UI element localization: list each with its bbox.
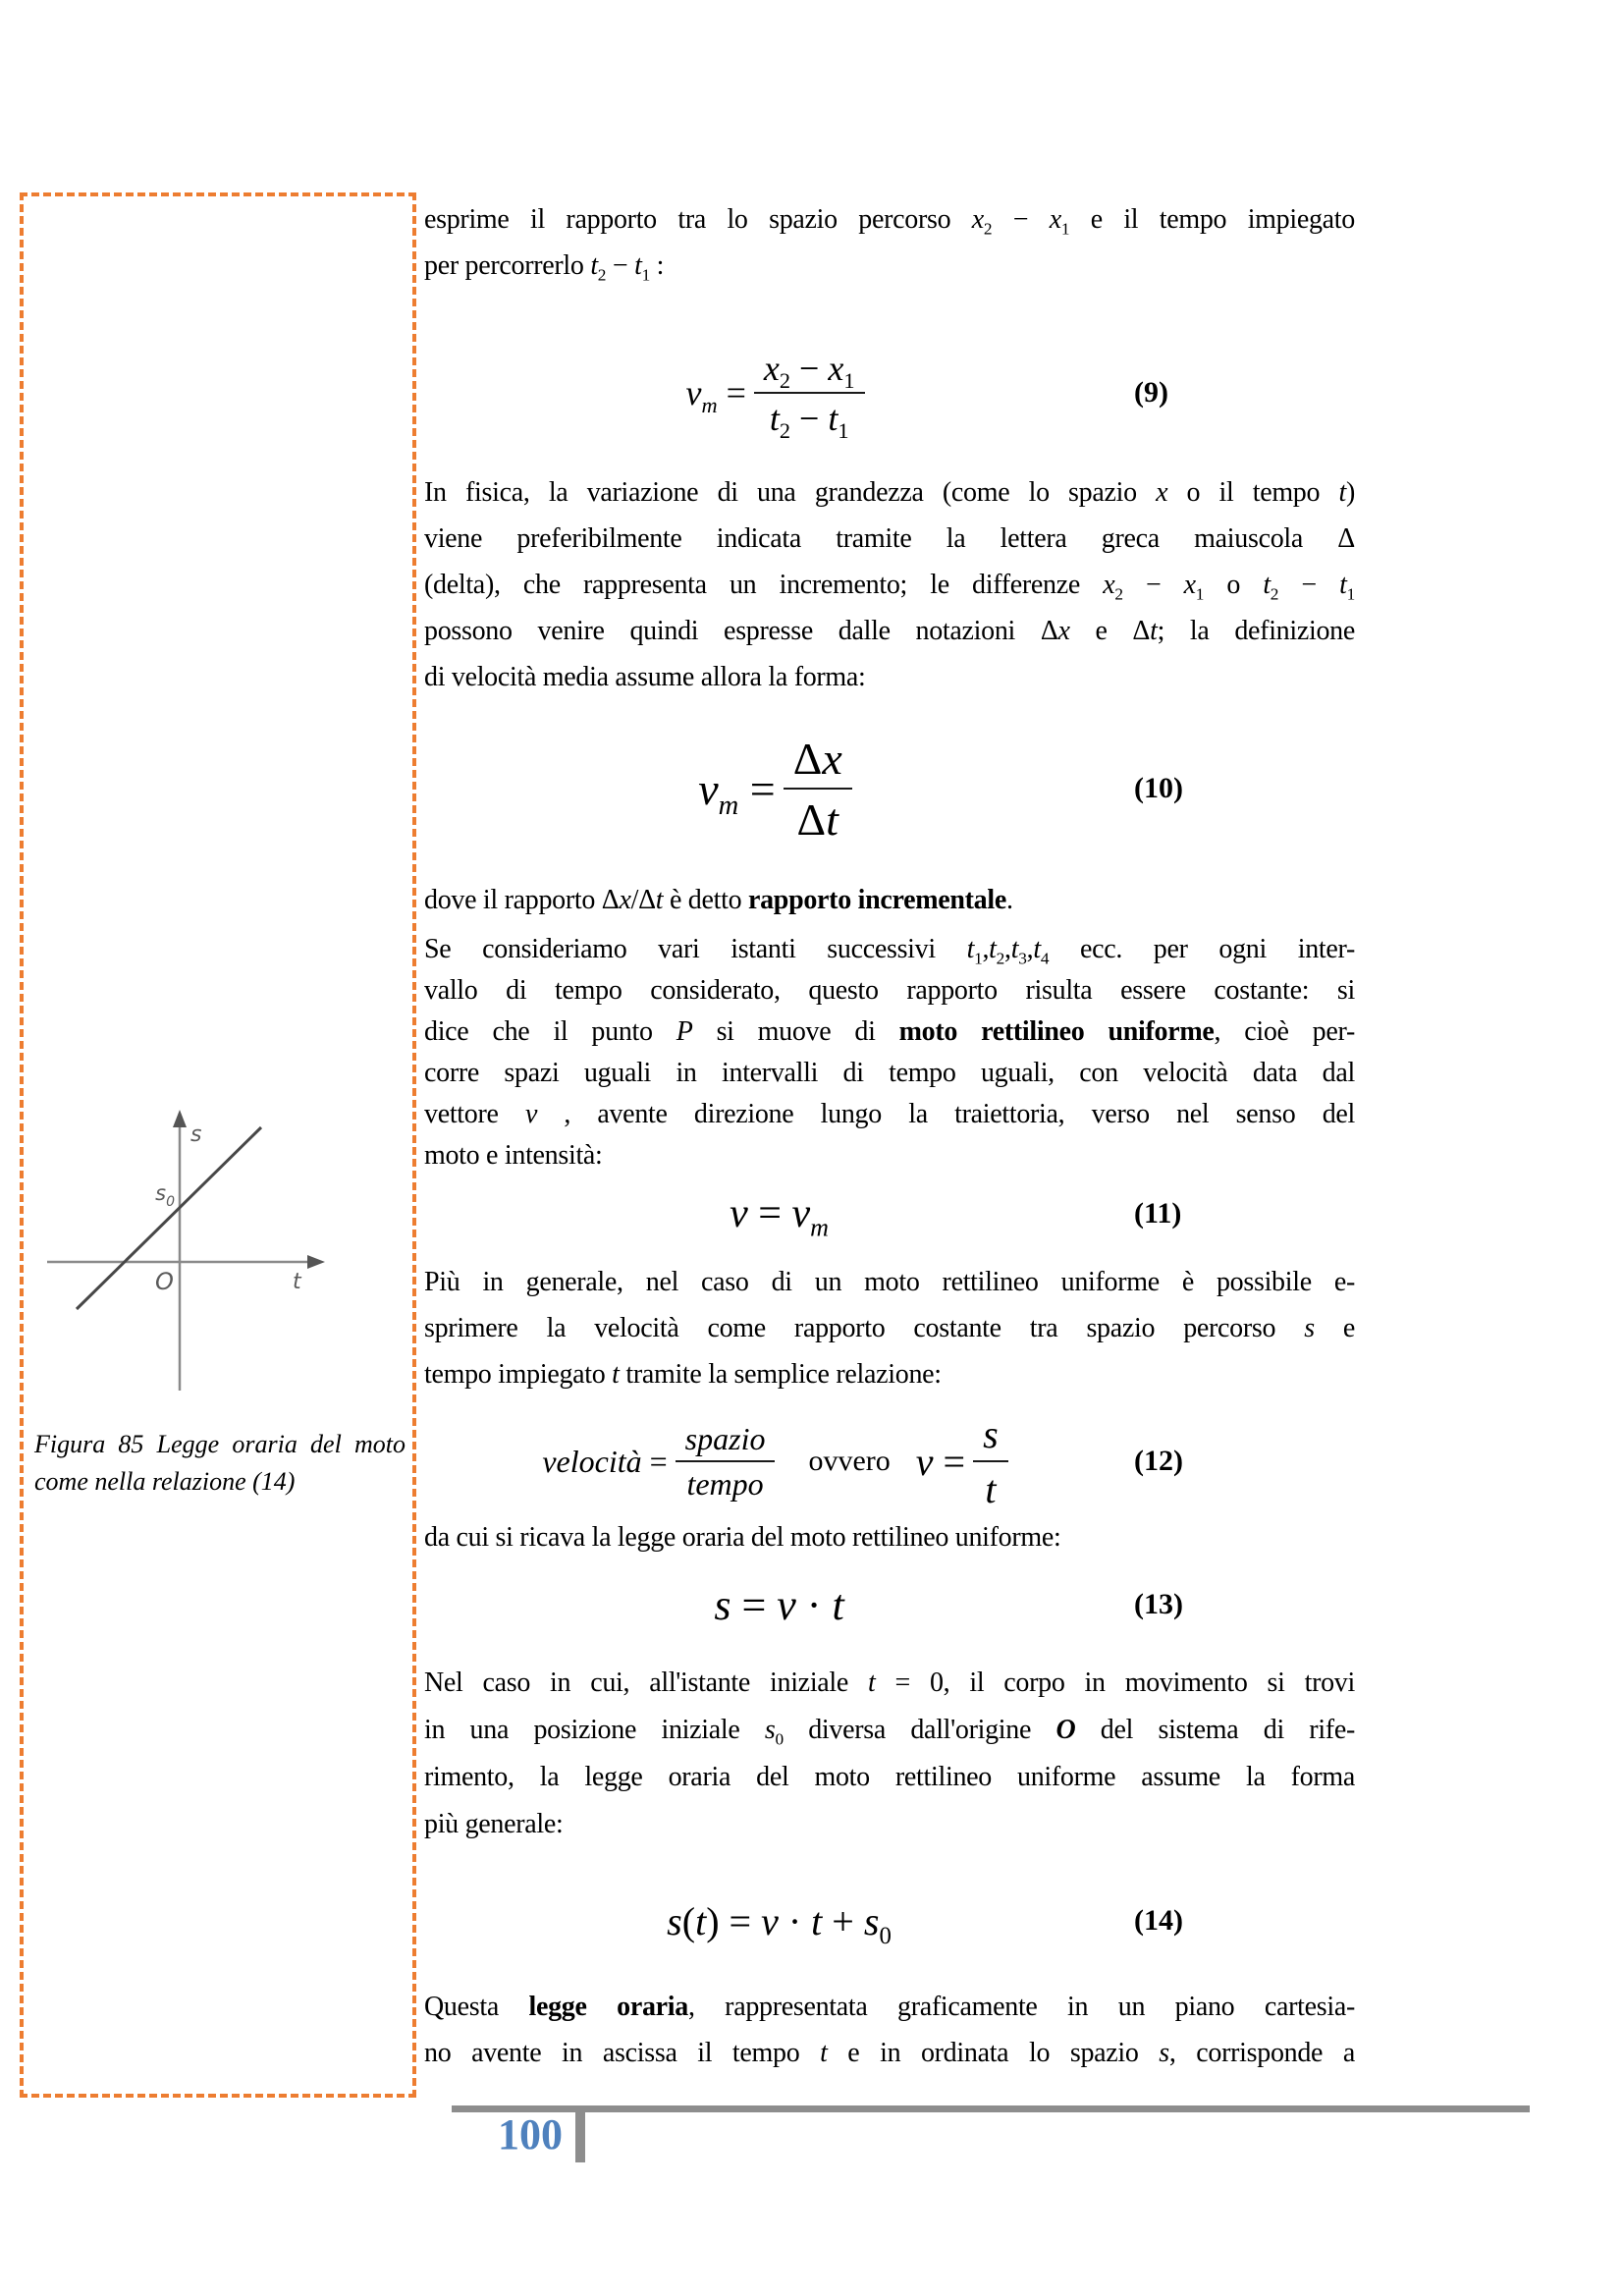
text-line: tempo impiegato t tramite la semplice relazione: bbox=[424, 1359, 942, 1390]
t-axis-arrow-icon bbox=[307, 1255, 325, 1269]
s-axis-label: s bbox=[190, 1122, 202, 1147]
equation-body: $s(t) = v \cdot t + s_0$ bbox=[667, 1898, 892, 1949]
equation-10-content bbox=[424, 709, 1134, 868]
text-line: per percorrerlo $t_2 - t_1$ : bbox=[424, 250, 665, 285]
fraction bbox=[973, 1411, 1008, 1512]
page-number: 100 bbox=[498, 2110, 563, 2159]
equation-13 bbox=[424, 1567, 1355, 1642]
equation-12-content bbox=[424, 1402, 1134, 1520]
text-line: dove il rapporto Δx/Δt è detto rapporto incrementale. bbox=[424, 885, 1013, 915]
paragraph-piu-in-generale bbox=[424, 1259, 1355, 1397]
equation-10 bbox=[424, 709, 1355, 868]
fraction-denominator: tempo bbox=[686, 1465, 764, 1502]
fraction-numerator: s bbox=[973, 1411, 1008, 1462]
figure-caption bbox=[34, 1426, 406, 1501]
text-line: Questa legge oraria, rappresentata graficamente in un piano cartesia- bbox=[424, 1992, 1355, 2022]
text-line: moto e intensità: bbox=[424, 1140, 603, 1171]
equation-number: (9) bbox=[1134, 376, 1168, 409]
paragraph-intro bbox=[424, 196, 1355, 289]
text-line: In fisica, la variazione di una grandezza (come lo spazio x o il tempo t) bbox=[424, 477, 1355, 508]
paragraph-da-cui bbox=[424, 1514, 1355, 1560]
equation-lhs: velocità = bbox=[542, 1443, 668, 1479]
text-line: rimento, la legge oraria del moto rettilineo uniforme assume la forma bbox=[424, 1762, 1355, 1792]
text-line: Se consideriamo vari istanti successivi $t_1,t_2,t_3,t_4$ ecc. per ogni inter- bbox=[424, 934, 1355, 968]
fraction bbox=[676, 1421, 776, 1503]
paragraph-legge-oraria bbox=[424, 1984, 1355, 2076]
text-line: Figura 85 Legge oraria del moto bbox=[34, 1430, 406, 1458]
equation-lhs: $v_m$ = bbox=[685, 373, 746, 418]
equation-body: s = v · t bbox=[714, 1580, 844, 1629]
equation-number: (13) bbox=[1134, 1588, 1183, 1620]
footer-tick bbox=[575, 2108, 585, 2162]
fraction-numerator: Δx bbox=[784, 733, 852, 790]
footer-rule bbox=[452, 2105, 1530, 2112]
text-line: esprime il rapporto tra lo spazio percorso $x_2 - x_1$ e il tempo impiegato bbox=[424, 204, 1355, 239]
text-line: da cui si ricava la legge oraria del moto rettilineo uniforme: bbox=[424, 1522, 1061, 1553]
text-line: no avente in ascissa il tempo t e in ordinata lo spazio s, corrisponde a bbox=[424, 2038, 1355, 2068]
equation-13-content bbox=[424, 1567, 1134, 1642]
equation-number: (10) bbox=[1134, 772, 1183, 804]
s-axis-arrow-icon bbox=[173, 1110, 187, 1127]
equation-lhs: $v_m$ = bbox=[698, 763, 776, 821]
text-line: Più in generale, nel caso di un moto rettilineo uniforme è possibile e- bbox=[424, 1267, 1355, 1297]
equation-9-content bbox=[424, 332, 1134, 454]
fraction-numerator: $x_2 - x_1$ bbox=[754, 348, 865, 394]
equation-connector: ovvero bbox=[808, 1445, 891, 1477]
fraction-denominator: Δt bbox=[796, 793, 839, 845]
paragraph-moto-uniforme bbox=[424, 929, 1355, 1176]
equation-number: (12) bbox=[1134, 1445, 1183, 1477]
equation-11 bbox=[424, 1184, 1355, 1243]
text-line: sprimere la velocità come rapporto costante tra spazio percorso s e bbox=[424, 1313, 1355, 1343]
fraction-numerator: spazio bbox=[676, 1421, 776, 1462]
text-line: (delta), che rappresenta un incremento; le differenze $x_2 - x_1$ o $t_2 - t_1$ bbox=[424, 570, 1355, 604]
fraction-denominator: $t_2 - t_1$ bbox=[769, 398, 849, 443]
text-line: vettore v , avente direzione lungo la traiettoria, verso nel senso del bbox=[424, 1099, 1355, 1129]
fraction-denominator: t bbox=[985, 1466, 997, 1511]
text-line: possono venire quindi espresse dalle notazioni Δx e Δt; la definizione bbox=[424, 616, 1355, 646]
paragraph-delta bbox=[424, 469, 1355, 700]
fraction bbox=[784, 733, 852, 846]
fraction bbox=[754, 348, 865, 443]
equation-rhs: v = bbox=[915, 1439, 966, 1484]
text-line: come nella relazione (14) bbox=[34, 1467, 296, 1496]
position-time-graph bbox=[37, 1098, 332, 1393]
text-line: viene preferibilmente indicata tramite la lettera greca maiuscola Δ bbox=[424, 523, 1355, 554]
text-line: corre spazi uguali in intervalli di tempo uguali, con velocità data dal bbox=[424, 1058, 1355, 1088]
equation-14-content bbox=[424, 1884, 1134, 1958]
text-line: dice che il punto P si muove di moto rettilineo uniforme, cioè per- bbox=[424, 1016, 1356, 1047]
equation-body: $v = v_m$ bbox=[730, 1191, 829, 1242]
intercept-label: $s_0$ bbox=[155, 1181, 175, 1210]
equation-9 bbox=[424, 332, 1355, 454]
paragraph-rapporto bbox=[424, 877, 1355, 923]
t-axis-label: t bbox=[293, 1270, 301, 1294]
text-line: vallo di tempo considerato, questo rapporto risulta essere costante: si bbox=[424, 975, 1355, 1006]
equation-14 bbox=[424, 1884, 1355, 1958]
text-line: Nel caso in cui, all'istante iniziale t = 0, il corpo in movimento si trovi bbox=[424, 1667, 1355, 1698]
origin-label: O bbox=[155, 1268, 174, 1295]
equation-number: (11) bbox=[1134, 1197, 1182, 1230]
text-line: più generale: bbox=[424, 1809, 564, 1839]
equation-12 bbox=[424, 1402, 1355, 1520]
equation-11-content bbox=[424, 1184, 1134, 1243]
text-line: in una posizione iniziale $s_0$ diversa dall'origine O del sistema di rife- bbox=[424, 1715, 1355, 1749]
text-line: di velocità media assume allora la forma: bbox=[424, 662, 866, 692]
equation-number: (14) bbox=[1134, 1904, 1183, 1937]
paragraph-posizione-iniziale bbox=[424, 1660, 1355, 1848]
